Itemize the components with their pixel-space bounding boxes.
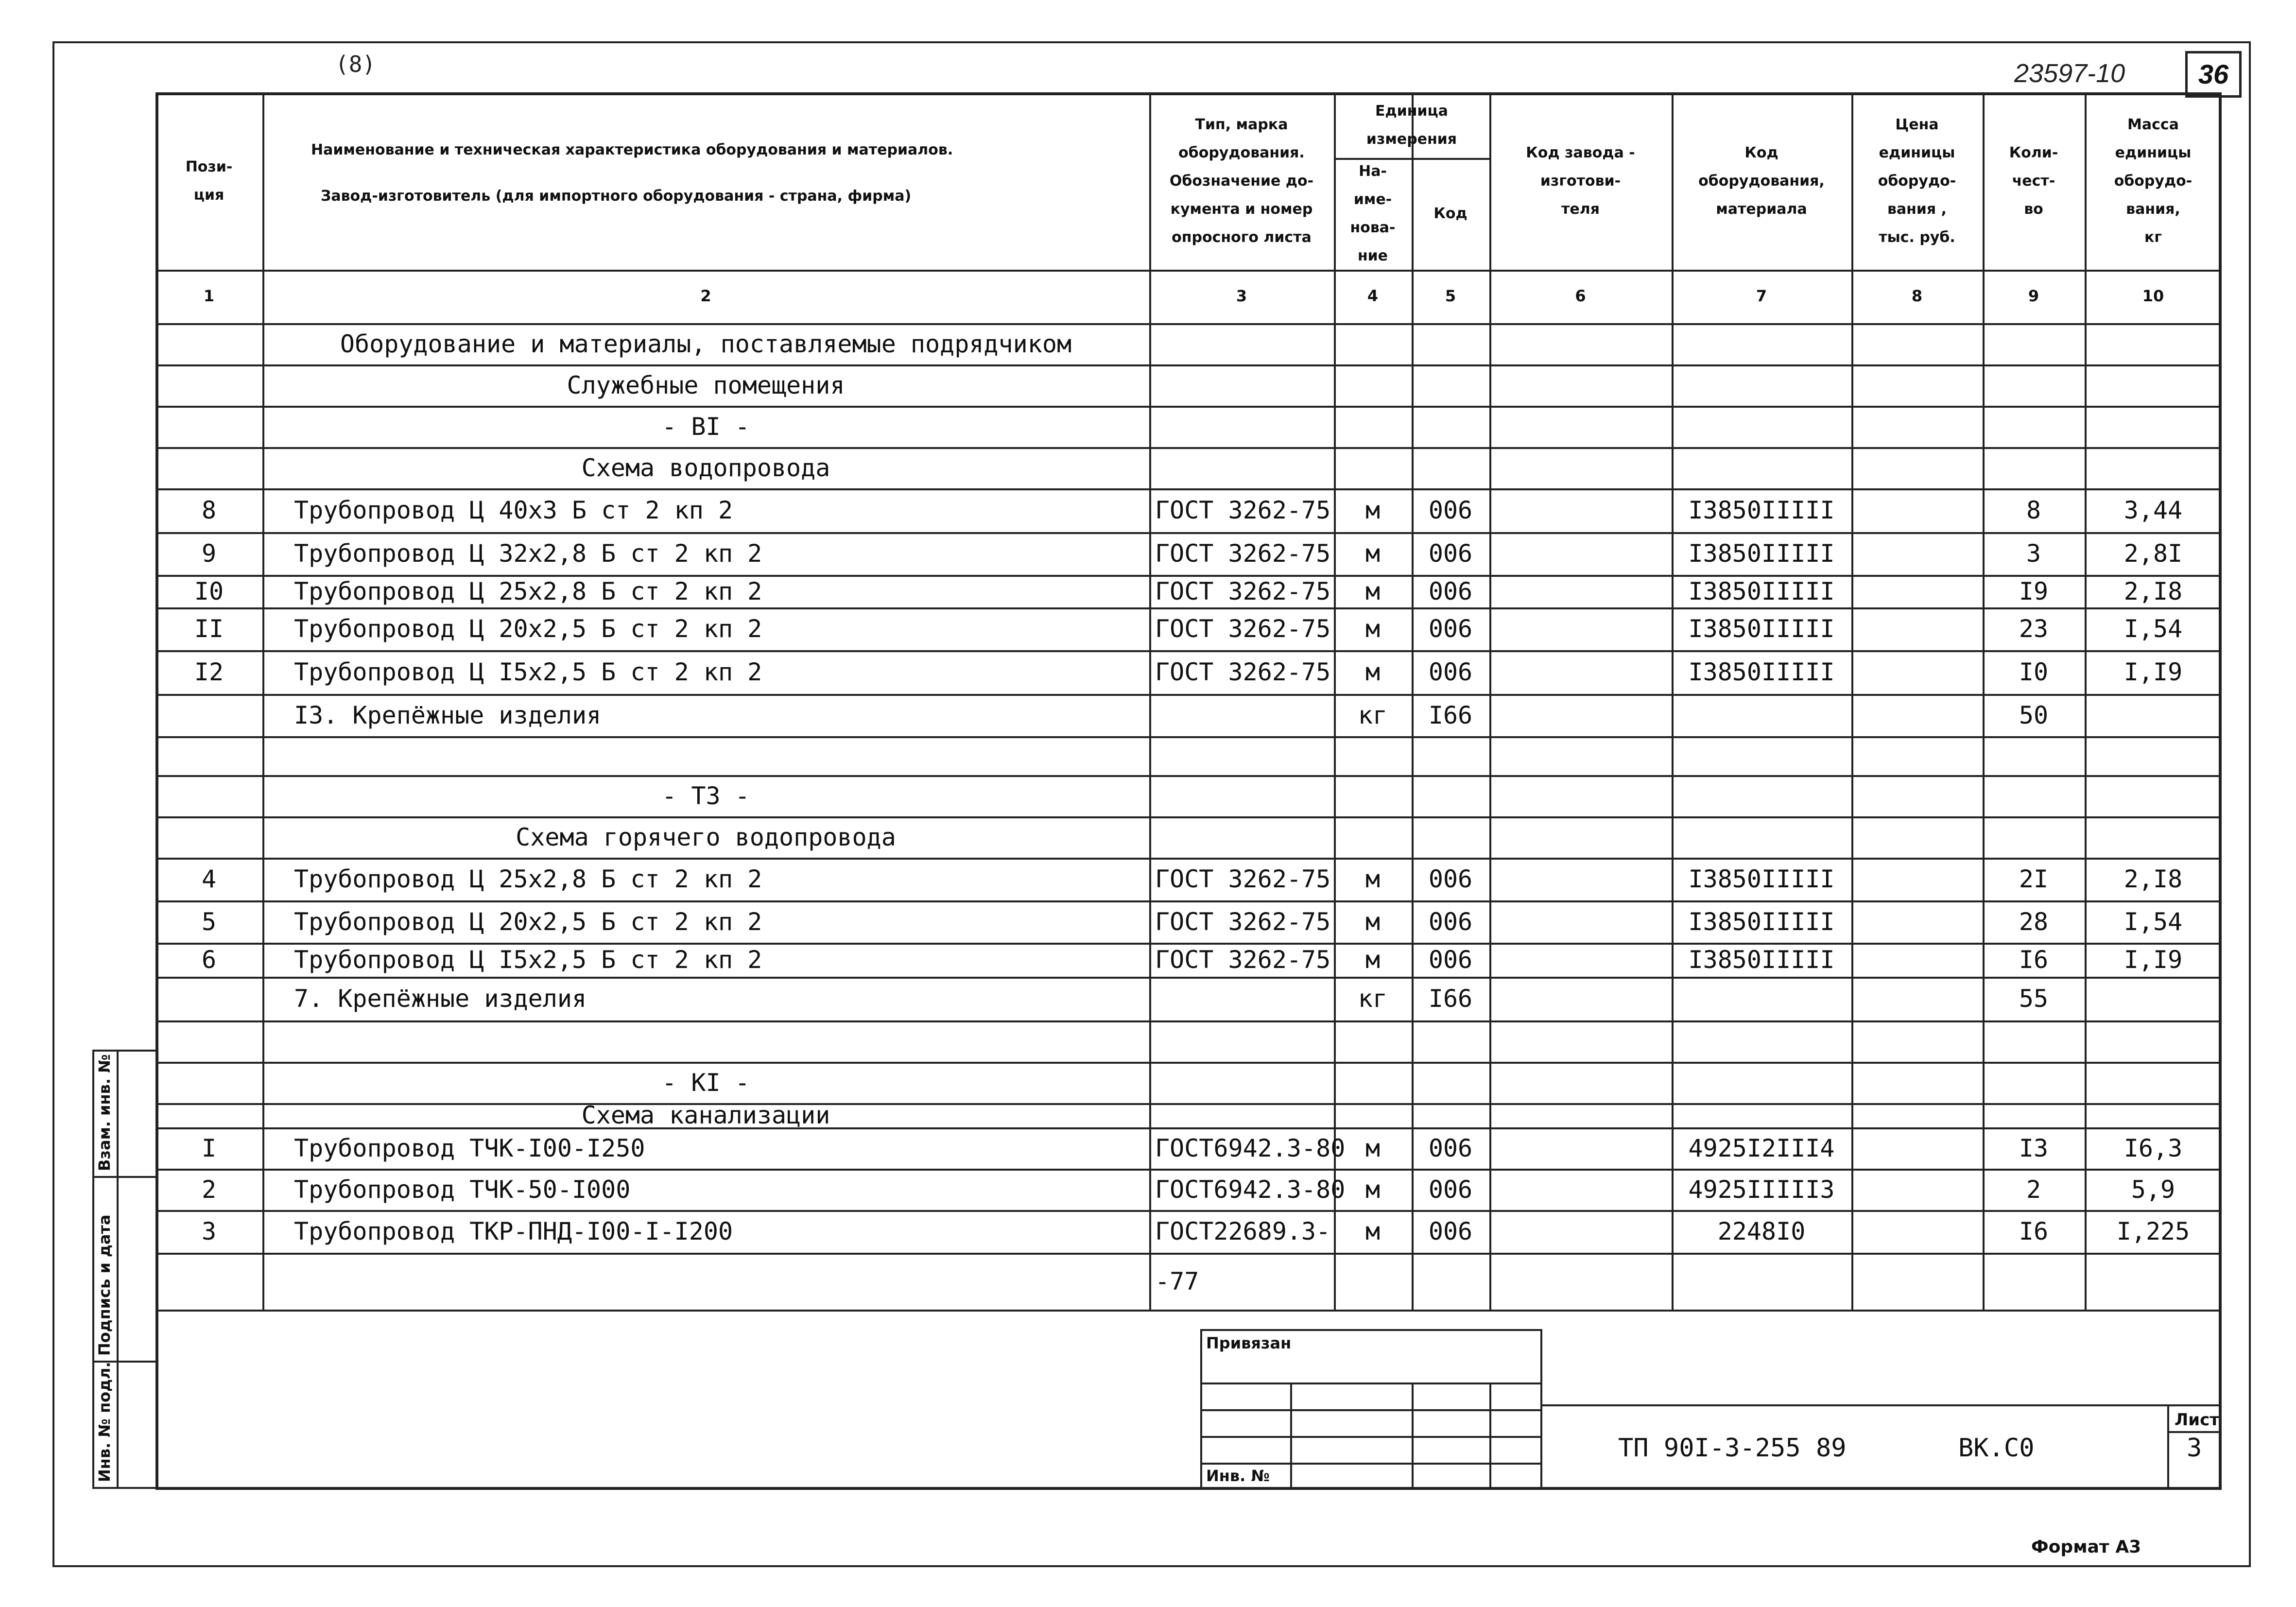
cell-unit-code: 006	[1428, 577, 1473, 605]
cell-document: ГОСТ 3262-75	[1155, 658, 1331, 686]
row-rule	[155, 364, 2222, 366]
row-rule	[155, 943, 2222, 945]
cell-document: ГОСТ6942.3-80	[1155, 1175, 1346, 1204]
cell-unit-code: 006	[1428, 615, 1473, 643]
cell-unit-name: кг	[1358, 701, 1388, 729]
cell-quantity: I3	[2019, 1134, 2049, 1162]
cell-position: 5	[201, 907, 217, 936]
cell-name: Трубопровод Ц 25х2,8 Б ст 2 кп 2	[294, 865, 762, 893]
cell-quantity: 55	[2019, 985, 2049, 1013]
binding-label: Привязан	[1206, 1334, 1292, 1352]
cell-name: Трубопровод ТЧК-50-I000	[294, 1175, 631, 1204]
row-rule	[155, 1020, 2222, 1022]
row-rule	[155, 736, 2222, 738]
header-price-line: оборудо-	[1878, 172, 1956, 190]
cell-name: - T3 -	[662, 781, 750, 810]
header-rule	[155, 270, 2222, 272]
column-number: 3	[1236, 287, 1247, 305]
header-unit-code-line: Код	[1433, 205, 1467, 222]
header-unit-name-line: ние	[1357, 247, 1388, 264]
cell-document: ГОСТ 3262-75	[1155, 539, 1331, 568]
cell-unit-name: м	[1365, 946, 1381, 974]
cell-unit-name: м	[1365, 1217, 1381, 1245]
cell-quantity: 23	[2019, 615, 2049, 643]
cell-name: Служебные помещения	[567, 371, 845, 399]
row-rule	[155, 816, 2222, 818]
sheet-code: ВК.С0	[1958, 1434, 2035, 1463]
header-position-line: Пози-	[185, 158, 233, 175]
cell-position: 2	[201, 1175, 217, 1204]
cell-name: Трубопровод ТКР-ПНД-I00-I-I200	[294, 1217, 733, 1245]
cell-unit-code: I66	[1428, 701, 1473, 729]
cell-unit-name: кг	[1358, 985, 1388, 1013]
cell-position: I	[201, 1134, 217, 1162]
cell-unit-code: 006	[1428, 907, 1473, 936]
side-vzam-label: Взам. инв. №	[95, 1054, 114, 1171]
cell-unit-name: м	[1365, 615, 1381, 643]
cell-name: - BI -	[662, 412, 750, 441]
cell-unit-code: 006	[1428, 1217, 1473, 1245]
cell-mass: 2,I8	[2123, 865, 2183, 893]
cell-unit-name: м	[1365, 496, 1381, 524]
cell-equipment-code: I3850IIIII	[1688, 496, 1835, 524]
header-mass-line: вания,	[2126, 200, 2180, 218]
cell-unit-code: I66	[1428, 985, 1473, 1013]
format-label: Формат А3	[2031, 1537, 2141, 1557]
cell-unit-name: м	[1365, 865, 1381, 893]
row-rule	[155, 858, 2222, 860]
document-number: 23597-10	[2014, 59, 2125, 88]
header-unit-name-line: На-	[1359, 163, 1387, 180]
cell-mass: 3,44	[2123, 496, 2183, 524]
top-note: (8)	[335, 51, 376, 77]
cell-name: Трубопровод Ц I5х2,5 Б ст 2 кп 2	[294, 658, 762, 686]
header-price-line: единицы	[1879, 144, 1955, 161]
cell-equipment-code: I3850IIIII	[1688, 615, 1835, 643]
row-rule	[155, 1062, 2222, 1064]
header-quantity-line: Коли-	[2009, 144, 2058, 161]
row-rule	[155, 447, 2222, 449]
row-rule	[155, 607, 2222, 609]
cell-mass: 2,I8	[2123, 577, 2183, 605]
row-rule	[155, 488, 2222, 490]
cell-name: Схема канализации	[581, 1101, 830, 1129]
header-equipment-code-line: материала	[1716, 200, 1807, 218]
cell-equipment-code: I3850IIIII	[1688, 907, 1835, 936]
cell-equipment-code: I3850IIIII	[1688, 946, 1835, 974]
header-unit-group-line: измерения	[1366, 130, 1457, 148]
header-mass-line: единицы	[2115, 144, 2192, 161]
cell-document: ГОСТ 3262-75	[1155, 496, 1331, 524]
cell-unit-name: м	[1365, 1175, 1381, 1204]
cell-position: 4	[201, 865, 217, 893]
cell-name: Трубопровод Ц I5х2,5 Б ст 2 кп 2	[294, 946, 762, 974]
list-number: 3	[2187, 1434, 2202, 1463]
cell-mass: I,54	[2123, 907, 2183, 936]
column-number: 8	[1911, 287, 1923, 305]
cell-document: ГОСТ22689.3-	[1155, 1217, 1331, 1245]
cell-position: 9	[201, 539, 217, 568]
column-number: 4	[1367, 287, 1379, 305]
cell-equipment-code: 4925IIIII3	[1688, 1175, 1835, 1204]
cell-quantity: I0	[2019, 658, 2049, 686]
side-signature-label: Подпись и дата	[95, 1214, 114, 1356]
cell-name: Трубопровод Ц 25х2,8 Б ст 2 кп 2	[294, 577, 762, 605]
cell-quantity: 2	[2026, 1175, 2041, 1204]
cell-name: Схема водопровода	[581, 453, 830, 482]
header-unit-group-line: Единица	[1375, 102, 1448, 120]
cell-name: Схема горячего водопровода	[516, 823, 896, 851]
cell-position: II	[194, 615, 224, 643]
column-number: 10	[2142, 287, 2164, 305]
cell-unit-name: м	[1365, 577, 1381, 605]
header-quantity-line: чест-	[2012, 172, 2055, 190]
cell-document: ГОСТ 3262-75	[1155, 946, 1331, 974]
project-code: ТП 90I-3-255 89	[1618, 1434, 1847, 1463]
header-type-line: оборудования.	[1178, 144, 1305, 161]
side-inv-podl-label: Инв. № подл.	[95, 1362, 114, 1482]
column-number: 7	[1756, 287, 1767, 305]
cell-document: ГОСТ 3262-75	[1155, 907, 1331, 936]
column-number: 5	[1445, 287, 1456, 305]
inv-number-label: Инв. №	[1206, 1467, 1270, 1485]
cell-mass: I,I9	[2123, 658, 2183, 686]
cell-unit-code: 006	[1428, 1134, 1473, 1162]
row-rule	[155, 1253, 2222, 1255]
column-number: 9	[2028, 287, 2039, 305]
cell-document: ГОСТ6942.3-80	[1155, 1134, 1346, 1162]
cell-unit-name: м	[1365, 539, 1381, 568]
row-rule	[155, 900, 2222, 902]
cell-position: 3	[201, 1217, 217, 1245]
header-unit-name-line: нова-	[1350, 219, 1396, 236]
cell-position: I0	[194, 577, 224, 605]
column-number: 6	[1575, 287, 1586, 305]
cell-name: 7. Крепёжные изделия	[294, 985, 587, 1013]
row-rule	[155, 406, 2222, 408]
header-mass-line: кг	[2144, 228, 2162, 246]
cell-unit-code: 006	[1428, 658, 1473, 686]
cell-unit-code: 006	[1428, 946, 1473, 974]
header-factory-code-line: Код завода -	[1526, 144, 1635, 161]
cell-position: 6	[201, 946, 217, 974]
cell-document: ГОСТ 3262-75	[1155, 615, 1331, 643]
row-rule	[155, 1169, 2222, 1171]
row-rule	[155, 532, 2222, 534]
cell-name: Трубопровод Ц 40х3 Б ст 2 кп 2	[294, 496, 733, 524]
cell-quantity: 8	[2026, 496, 2041, 524]
header-type-line: кумента и номер	[1170, 200, 1313, 218]
cell-unit-name: м	[1365, 658, 1381, 686]
row-rule	[155, 1310, 2222, 1312]
cell-equipment-code: 2248I0	[1717, 1217, 1806, 1245]
cell-name: Трубопровод Ц 20х2,5 Б ст 2 кп 2	[294, 907, 762, 936]
cell-equipment-code: I3850IIIII	[1688, 865, 1835, 893]
cell-name: Трубопровод ТЧК-I00-I250	[294, 1134, 645, 1162]
header-name-line: Завод-изготовитель (для импортного оборудования - страна, фирма)	[321, 188, 912, 205]
cell-mass: I,54	[2123, 615, 2183, 643]
cell-document: -77	[1155, 1267, 1199, 1296]
cell-name: Оборудование и материалы, поставляемые подрядчиком	[340, 329, 1072, 358]
cell-unit-name: м	[1365, 1134, 1381, 1162]
column-number: 1	[203, 287, 215, 305]
row-rule	[155, 775, 2222, 777]
header-type-line: Тип, марка	[1195, 116, 1288, 133]
cell-quantity: I6	[2019, 1217, 2049, 1245]
header-unit-name-line: име-	[1353, 191, 1392, 208]
row-rule	[155, 694, 2222, 696]
cell-equipment-code: I3850IIIII	[1688, 539, 1835, 568]
cell-quantity: I9	[2019, 577, 2049, 605]
header-factory-code-line: изготови-	[1540, 172, 1621, 190]
cell-name: Трубопровод Ц 32х2,8 Б ст 2 кп 2	[294, 539, 762, 568]
header-type-line: Обозначение до-	[1169, 172, 1314, 190]
cell-mass: I,I9	[2123, 946, 2183, 974]
header-factory-code-line: теля	[1561, 200, 1600, 218]
column-number: 2	[700, 287, 711, 305]
header-price-line: Цена	[1895, 116, 1939, 133]
header-mass-line: Масса	[2127, 116, 2179, 133]
cell-unit-code: 006	[1428, 1175, 1473, 1204]
cell-position: I2	[194, 658, 224, 686]
cell-quantity: 28	[2019, 907, 2049, 936]
header-price-line: тыс. руб.	[1879, 228, 1955, 246]
cell-position: 8	[201, 496, 217, 524]
cell-unit-code: 006	[1428, 496, 1473, 524]
cell-equipment-code: I3850IIIII	[1688, 658, 1835, 686]
row-rule	[155, 650, 2222, 652]
header-type-line: опросного листа	[1172, 228, 1312, 246]
header-price-line: вания ,	[1887, 200, 1947, 218]
cell-unit-code: 006	[1428, 539, 1473, 568]
cell-document: ГОСТ 3262-75	[1155, 865, 1331, 893]
cell-quantity: 2I	[2019, 865, 2049, 893]
cell-name: I3. Крепёжные изделия	[294, 701, 602, 729]
cell-unit-name: м	[1365, 907, 1381, 936]
cell-mass: I6,3	[2123, 1134, 2183, 1162]
header-position-line: ция	[193, 186, 224, 204]
row-rule	[155, 977, 2222, 979]
row-rule	[155, 1210, 2222, 1212]
cell-mass: 2,8I	[2123, 539, 2183, 568]
cell-mass: I,225	[2116, 1217, 2190, 1245]
header-equipment-code-line: Код	[1744, 144, 1778, 161]
cell-equipment-code: 4925I2III4	[1688, 1134, 1835, 1162]
sheet-number-top: 36	[2185, 51, 2242, 98]
header-mass-line: оборудо-	[2114, 172, 2192, 190]
header-equipment-code-line: оборудования,	[1698, 172, 1825, 190]
cell-quantity: I6	[2019, 946, 2049, 974]
cell-equipment-code: I3850IIIII	[1688, 577, 1835, 605]
cell-unit-code: 006	[1428, 865, 1473, 893]
header-name-line: Наименование и техническая характеристика оборудования и материалов.	[311, 141, 953, 158]
list-label: Лист	[2175, 1410, 2219, 1430]
cell-name: - KI -	[662, 1068, 750, 1097]
cell-mass: 5,9	[2131, 1175, 2175, 1204]
cell-document: ГОСТ 3262-75	[1155, 577, 1331, 605]
header-quantity-line: во	[2024, 200, 2043, 218]
cell-quantity: 50	[2019, 701, 2049, 729]
cell-name: Трубопровод Ц 20х2,5 Б ст 2 кп 2	[294, 615, 762, 643]
header-rule	[155, 323, 2222, 325]
cell-quantity: 3	[2026, 539, 2041, 568]
